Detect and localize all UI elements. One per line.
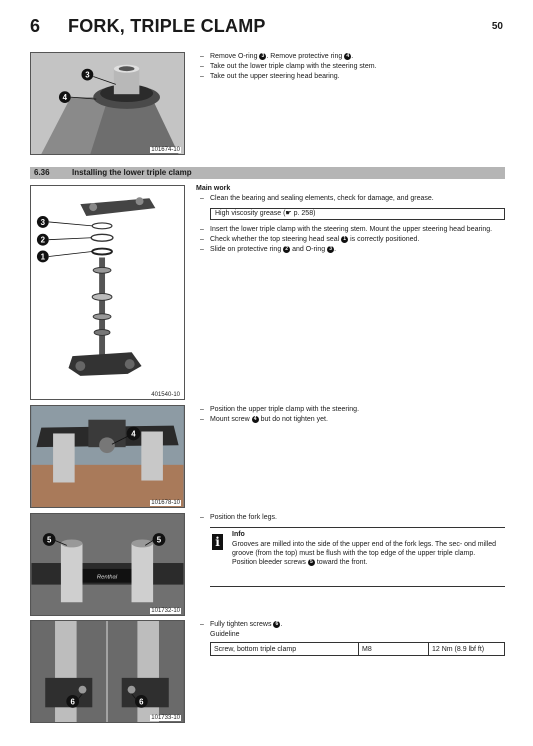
svg-text:Renthal: Renthal bbox=[96, 574, 118, 581]
fork-leg-steps bbox=[200, 513, 505, 523]
info-paragraph: Position bleeder screws bbox=[232, 559, 308, 566]
guideline-label: Guideline bbox=[210, 631, 240, 638]
info-paragraph: Grooves are milled into the side of the upper end of the fork legs. The sec- ond milled groove (from the top) must be flush with the top edge of the upper triple clamp. bbox=[232, 541, 497, 557]
page-header bbox=[30, 16, 505, 38]
step-text: Slide on protective ring bbox=[210, 246, 284, 253]
triple-clamp-exploded-illustration bbox=[31, 186, 184, 399]
section-heading bbox=[30, 167, 505, 179]
info-icon: i bbox=[212, 534, 223, 550]
marker-4: 4 bbox=[344, 53, 351, 60]
grease-reference: High viscosity grease (☛ p. 258) bbox=[210, 208, 505, 220]
callout-3: 3 bbox=[40, 217, 46, 227]
figure-code: 401540-10 bbox=[151, 392, 180, 398]
callout-4: 4 bbox=[131, 429, 136, 439]
chapter-title: FORK, TRIPLE CLAMP bbox=[68, 16, 266, 36]
figure-code: 101678-10 bbox=[151, 500, 180, 506]
spec-torque: 12 Nm (8.9 lbf ft) bbox=[429, 643, 505, 656]
upper-clamp-illustration bbox=[31, 406, 184, 507]
steering-stem-illustration bbox=[31, 53, 184, 154]
list-item bbox=[200, 415, 505, 424]
list-item: – Position the upper triple clamp with the steering. bbox=[200, 405, 505, 414]
list-item: – Take out the lower triple clamp with the steering stem. bbox=[200, 62, 505, 71]
info-title: Info bbox=[232, 531, 245, 538]
upper-clamp-steps bbox=[200, 405, 505, 425]
info-text bbox=[232, 540, 502, 567]
callout-6: 6 bbox=[70, 697, 75, 707]
section-title: Installing the lower triple clamp bbox=[72, 168, 192, 177]
marker-5: 5 bbox=[308, 559, 315, 566]
marker-2: 2 bbox=[283, 246, 290, 253]
callout-5: 5 bbox=[46, 535, 52, 545]
list-item: – Insert the lower triple clamp with the steering stem. Mount the upper steering head bearing. bbox=[200, 225, 505, 234]
list-item bbox=[200, 245, 505, 254]
list-item bbox=[200, 620, 505, 629]
step-text: Check whether the top steering head seal bbox=[210, 236, 342, 243]
callout-2: 2 bbox=[40, 235, 46, 245]
callout-4: 4 bbox=[62, 93, 68, 103]
info-paragraph: toward the front. bbox=[314, 559, 368, 566]
figure-clamp-screws-photo bbox=[30, 620, 185, 723]
list-item: – Take out the upper steering head bearing. bbox=[200, 72, 505, 81]
figure-code: 101674-10 bbox=[151, 147, 180, 153]
fork-legs-illustration bbox=[31, 514, 184, 615]
step-text: Remove O-ring bbox=[210, 53, 260, 60]
spec-item: Screw, bottom triple clamp bbox=[211, 643, 359, 656]
main-work-heading: Main work bbox=[196, 185, 231, 192]
list-item bbox=[200, 235, 505, 244]
removal-steps bbox=[200, 52, 505, 82]
callout-6: 6 bbox=[139, 697, 144, 707]
callout-3: 3 bbox=[85, 70, 90, 80]
clamp-screws-illustration bbox=[31, 621, 184, 722]
torque-spec-table bbox=[210, 642, 505, 656]
step-text: . bbox=[334, 246, 337, 253]
marker-1: 1 bbox=[341, 236, 348, 243]
step-text: and O-ring bbox=[290, 246, 328, 253]
marker-6: 6 bbox=[273, 621, 280, 628]
step-text: is correctly positioned. bbox=[348, 236, 420, 243]
section-number: 6.36 bbox=[34, 168, 50, 177]
step-text: but do not tighten yet. bbox=[258, 416, 328, 423]
list-item: – Position the fork legs. bbox=[200, 513, 505, 522]
callout-1: 1 bbox=[40, 252, 46, 262]
table-row bbox=[211, 643, 505, 656]
spec-thread: M8 bbox=[359, 643, 429, 656]
figure-code: 101733-10 bbox=[151, 715, 180, 721]
step-text: Mount screw bbox=[210, 416, 252, 423]
figure-exploded-view bbox=[30, 185, 185, 400]
figure-fork-legs-photo bbox=[30, 513, 185, 616]
marker-3: 3 bbox=[327, 246, 334, 253]
install-steps bbox=[200, 225, 505, 255]
list-item bbox=[200, 52, 505, 61]
cleaning-steps bbox=[200, 194, 505, 204]
list-item: – Clean the bearing and sealing elements, check for damage, and grease. bbox=[200, 194, 505, 203]
step-text: Fully tighten screws bbox=[210, 621, 274, 628]
step-text: . bbox=[351, 53, 354, 60]
chapter-number: 6 bbox=[30, 16, 41, 36]
marker-4: 4 bbox=[252, 416, 259, 423]
step-text: . Remove protective ring bbox=[266, 53, 345, 60]
callout-5: 5 bbox=[156, 535, 162, 545]
step-text: . bbox=[280, 621, 283, 628]
figure-steering-stem-photo bbox=[30, 52, 185, 155]
figure-upper-clamp-photo bbox=[30, 405, 185, 508]
marker-3: 3 bbox=[259, 53, 266, 60]
info-box bbox=[210, 527, 505, 587]
figure-code: 101732-10 bbox=[151, 608, 180, 614]
tighten-steps bbox=[200, 620, 505, 630]
page-number: 50 bbox=[491, 21, 503, 32]
